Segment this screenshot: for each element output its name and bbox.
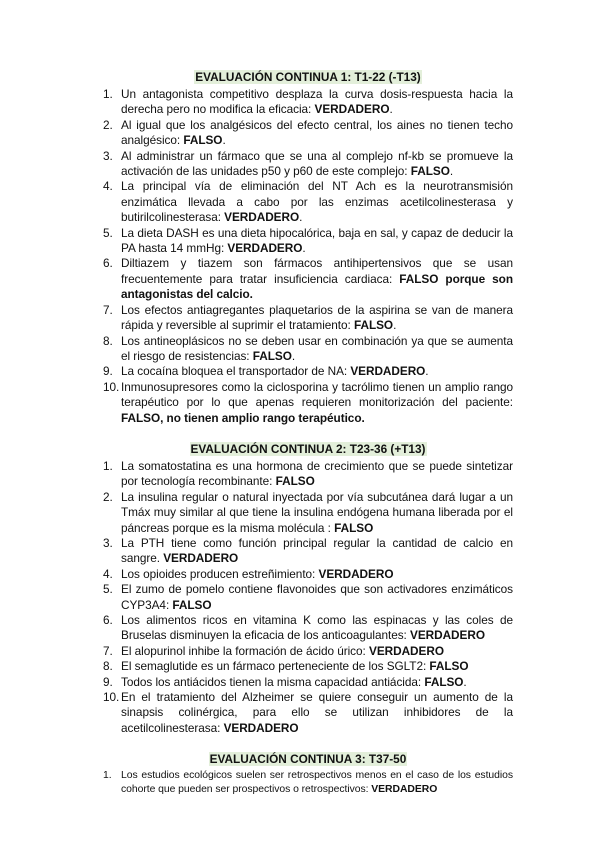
- question-text: El semaglutide es un fármaco perteneciente de los SGLT2:: [121, 659, 430, 674]
- answer-tail: .: [393, 318, 397, 333]
- question-item: [103, 536, 513, 567]
- question-item: [103, 179, 513, 225]
- answer-label: FALSO: [410, 164, 450, 179]
- question-list: [103, 87, 513, 426]
- answer-label: VERDADERO: [371, 784, 438, 796]
- question-text: En el tratamiento del Alzheimer se quiere conseguir un aumento de la sinapsis colinérgica, para ello se utilizan inhibidores de la acetilcolinesterasa:: [121, 690, 513, 735]
- question-text: Los alimentos ricos en vitamina K como las espinacas y las coles de Bruselas disminuyen la eficacia de los anticoagulantes:: [121, 613, 513, 643]
- section-title-text: EVALUACIÓN CONTINUA 1: T1-22 (-T13): [195, 70, 421, 84]
- question-item: [103, 226, 513, 257]
- question-item: [103, 149, 513, 180]
- question-text: La cocaína bloquea el transportador de NA:: [121, 364, 351, 379]
- question-text: Los opioides producen estreñimiento:: [121, 566, 319, 581]
- question-text: La principal vía de eliminación del NT Ach es la neurotransmisión enzimática llevada a cabo por las enzimas acetilcolinesterasa y butirilcolinesterasa:: [121, 179, 513, 225]
- answer-label: VERDADERO: [410, 628, 485, 643]
- question-item: [103, 256, 513, 302]
- answer-label: VERDADERO: [163, 551, 239, 566]
- question-item: [103, 582, 513, 613]
- section-title: [103, 752, 513, 767]
- question-number: 1.: [103, 87, 113, 101]
- question-list: [103, 769, 513, 797]
- question-text: Al administrar un fármaco que se una al complejo nf-kb se promueve la activación de las unidades p50 y p60 de este complejo:: [121, 148, 513, 179]
- answer-tail: .: [222, 133, 226, 148]
- answer-tail: .: [302, 241, 306, 256]
- question-text: La PTH tiene como función principal regular la cantidad de calcio en sangre.: [121, 535, 513, 566]
- question-number: 7.: [103, 302, 113, 317]
- answer-label: FALSO: [121, 410, 161, 425]
- answer-label: FALSO: [172, 597, 212, 612]
- question-item: [103, 613, 513, 644]
- answer-label: VERDADERO: [350, 364, 426, 379]
- answer-label: VERDADERO: [369, 643, 444, 658]
- question-item: [103, 659, 513, 674]
- answer-label: FALSO: [429, 659, 469, 674]
- answer-tail: .: [463, 674, 467, 689]
- question-item: [103, 459, 513, 490]
- question-number: 6.: [103, 613, 113, 627]
- question-number: 2.: [103, 117, 113, 132]
- question-number: 5.: [103, 225, 113, 240]
- question-number: 4.: [103, 566, 113, 581]
- question-item: [103, 690, 513, 736]
- question-item: [103, 334, 513, 365]
- question-text: La somatostatina es una hormona de crecimiento que se puede sintetizar por tecnología recombinante:: [121, 458, 513, 489]
- answer-label: VERDADERO: [314, 102, 390, 117]
- question-number: 5.: [103, 582, 113, 597]
- question-item: [103, 118, 513, 149]
- section-title-text: EVALUACIÓN CONTINUA 2: T23-36 (+T13): [190, 441, 426, 456]
- answer-tail: .: [389, 102, 393, 117]
- question-item: [103, 87, 513, 118]
- answer-label: FALSO: [334, 520, 374, 535]
- question-number: 2.: [103, 489, 113, 504]
- answer-tail: , no tienen amplio rango terapéutico.: [160, 410, 365, 425]
- question-item: [103, 364, 513, 379]
- question-number: 1.: [103, 770, 112, 782]
- question-text: El alopurinol inhibe la formación de ácido úrico:: [121, 643, 370, 658]
- question-number: 9.: [103, 674, 113, 689]
- answer-tail: .: [425, 364, 429, 379]
- question-list: [103, 459, 513, 736]
- answer-label: FALSO: [252, 348, 292, 363]
- answer-label: VERDADERO: [318, 566, 394, 581]
- answer-label: VERDADERO: [227, 241, 303, 256]
- question-item: [103, 303, 513, 334]
- answer-label: FALSO: [353, 318, 394, 333]
- question-text: Los estudios ecológicos suelen ser retrospectivos menos en el caso de los estudios cohorte que pueden ser prospectivos o retrospectivos:: [121, 770, 513, 796]
- question-item: [103, 490, 513, 536]
- answer-label: FALSO: [275, 474, 315, 489]
- question-text: Al igual que los analgésicos del efecto central, los aines no tienen techo analgésico:: [121, 117, 513, 148]
- question-text: La insulina regular o natural inyectada por vía subcutánea dará lugar a un Tmáx muy similar al que tiene la insulina endógena humana liberada por el páncreas porque es la misma molécula :: [121, 489, 513, 535]
- question-text: El zumo de pomelo contiene flavonoides que son activadores enzimáticos CYP3A4:: [121, 582, 513, 612]
- question-text: Los antineoplásicos no se deben usar en combinación ya que se aumenta el riesgo de resistencias:: [121, 333, 513, 363]
- section-title: [103, 70, 513, 85]
- answer-label: FALSO: [183, 133, 223, 148]
- question-number: 8.: [103, 333, 113, 348]
- question-number: 4.: [103, 179, 113, 194]
- answer-label: VERDADERO: [223, 720, 299, 735]
- section-gap: [103, 426, 513, 442]
- question-number: 7.: [103, 643, 113, 658]
- question-number: 3.: [103, 535, 113, 550]
- question-text: Todos los antiácidos tienen la misma capacidad antiácida:: [121, 674, 425, 689]
- answer-label: FALSO porque son antagonistas del calcio.: [121, 271, 513, 302]
- section-gap: [103, 736, 513, 752]
- answer-label: FALSO: [424, 674, 464, 689]
- question-text: Los efectos antiagregantes plaquetarios de la aspirina se van de manera rápida y reversible al suprimir el tratamiento:: [121, 302, 513, 333]
- question-text: La dieta DASH es una dieta hipocalórica, baja en sal, y capaz de deducir la PA hasta 14 mmHg:: [121, 225, 513, 256]
- section-title-text: EVALUACIÓN CONTINUA 3: T37-50: [209, 752, 407, 767]
- question-item: [103, 675, 513, 690]
- question-number: 10.: [103, 379, 120, 394]
- answer-label: VERDADERO: [224, 210, 300, 225]
- question-item: [103, 567, 513, 582]
- document-content: [103, 70, 513, 797]
- question-number: 3.: [103, 148, 113, 163]
- question-number: 10.: [103, 690, 120, 705]
- question-number: 8.: [103, 659, 113, 674]
- question-item: [103, 380, 513, 426]
- answer-tail: .: [291, 348, 296, 363]
- question-text: Un antagonista competitivo desplaza la curva dosis-respuesta hacia la derecha pero no modifica la eficacia:: [121, 87, 513, 117]
- section-title: [103, 442, 513, 457]
- question-number: 9.: [103, 364, 113, 379]
- answer-tail: .: [449, 164, 454, 179]
- question-text: Inmunosupresores como la ciclosporina y tacrólimo tienen un amplio rango terapéutico por lo que apenas requieren monitorización del paciente:: [121, 379, 513, 410]
- question-item: [103, 769, 513, 797]
- question-text: Diltiazem y tiazem son fármacos antihipertensivos que se usan frecuentemente para tratar insuficiencia cardiaca:: [121, 256, 513, 286]
- answer-tail: .: [299, 210, 303, 225]
- question-number: 6.: [103, 256, 113, 271]
- question-number: 1.: [103, 458, 113, 473]
- question-item: [103, 644, 513, 659]
